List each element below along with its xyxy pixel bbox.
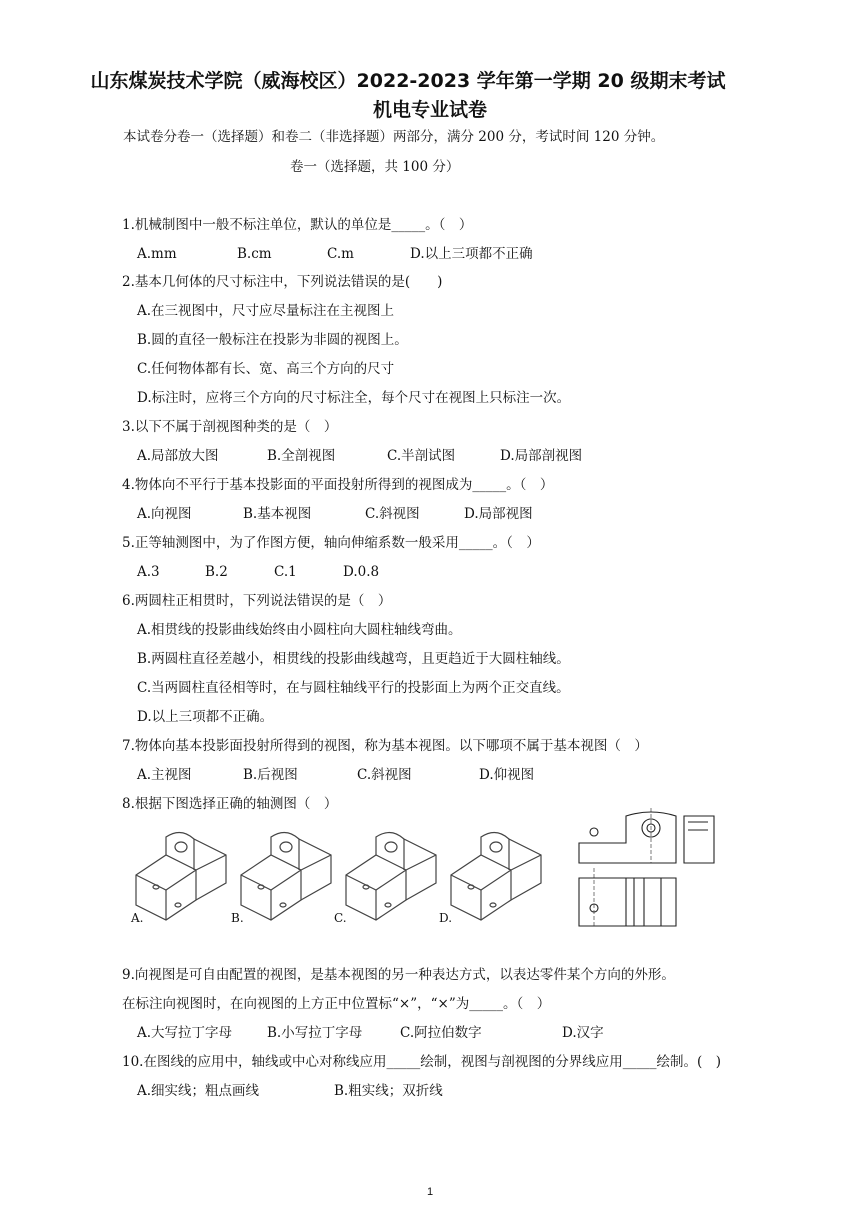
option-b: B.cm — [237, 246, 272, 262]
option-b: B.全剖视图 — [267, 448, 336, 464]
option-d: D.以上三项都不正确 — [410, 246, 533, 262]
option-b-label: B. — [231, 911, 244, 925]
option-b: B.基本视图 — [243, 506, 312, 522]
option-c: C.半剖试图 — [387, 448, 456, 464]
option-a: A.大写拉丁字母 — [137, 1025, 233, 1041]
question-6-stem: 6.两圆柱正相贯时，下列说法错误的是（ ） — [122, 593, 392, 609]
option-b: B.2 — [205, 564, 228, 580]
page-number: 1 — [426, 1186, 434, 1198]
section-heading: 卷一（选择题，共 100 分） — [290, 159, 460, 175]
question-6-option-c: C.当两圆柱直径相等时，在与圆柱轴线平行的投影面上为两个正交直线。 — [137, 680, 570, 696]
option-d: D.0.8 — [343, 564, 380, 580]
option-a: A.向视图 — [137, 506, 192, 522]
question-4-stem: 4.物体向不平行于基本投影面的平面投射所得到的视图成为_____。（ ） — [122, 477, 554, 493]
question-6-option-a: A.相贯线的投影曲线始终由小圆柱向大圆柱轴线弯曲。 — [137, 622, 462, 638]
exam-title-line2: 机电专业试卷 — [372, 99, 487, 121]
option-c: C.1 — [274, 564, 297, 580]
option-a: A.局部放大图 — [137, 448, 219, 464]
option-a-label: A. — [131, 911, 144, 925]
option-a: A.主视图 — [137, 767, 192, 783]
option-a: A.3 — [137, 564, 160, 580]
option-c-label: C. — [334, 911, 347, 925]
option-b: B.小写拉丁字母 — [267, 1025, 363, 1041]
question-2-option-b: B.圆的直径一般标注在投影为非圆的视图上。 — [137, 332, 408, 348]
option-b: B.后视图 — [243, 767, 298, 783]
option-a: A.细实线；粗点画线 — [137, 1083, 260, 1099]
question-2-option-d: D.标注时，应将三个方向的尺寸标注全，每个尺寸在视图上只标注一次。 — [137, 390, 571, 406]
question-7-stem: 7.物体向基本投影面投射所得到的视图，称为基本视图。以下哪项不属于基本视图（ ） — [122, 738, 648, 754]
question-9-stem-continued: 在标注向视图时，在向视图的上方正中位置标“×”，“×”为_____。（ ） — [122, 996, 551, 1012]
option-c: C.斜视图 — [357, 767, 412, 783]
exam-intro: 本试卷分卷一（选择题）和卷二（非选择题）两部分，满分 200 分，考试时间 120 分钟。 — [123, 129, 665, 145]
question-6-option-b: B.两圆柱直径差越小，相贯线的投影曲线越弯，且更趋近于大圆柱轴线。 — [137, 651, 570, 667]
question-9-stem: 9.向视图是可自由配置的视图，是基本视图的另一种表达方式，以表达零件某个方向的外形。 — [122, 967, 675, 983]
option-a: A.mm — [137, 246, 177, 262]
option-c: C.m — [327, 246, 354, 262]
question-3-stem: 3.以下不属于剖视图种类的是（ ） — [122, 419, 338, 435]
question-6-option-d: D.以上三项都不正确。 — [137, 709, 274, 725]
question-2-option-c: C.任何物体都有长、宽、高三个方向的尺寸 — [137, 361, 395, 377]
question-2-option-a: A.在三视图中，尺寸应尽量标注在主视图上 — [137, 303, 395, 319]
option-b: B.粗实线；双折线 — [334, 1083, 443, 1099]
question-5-stem: 5.正等轴测图中，为了作图方便，轴向伸缩系数一般采用_____。（ ） — [122, 535, 540, 551]
question-2-stem: 2.基本几何体的尺寸标注中，下列说法错误的是( ) — [122, 274, 443, 290]
option-d: D.汉字 — [562, 1025, 604, 1041]
option-d-label: D. — [439, 911, 453, 925]
three-view-drawing — [576, 808, 746, 933]
question-1-stem: 1.机械制图中一般不标注单位，默认的单位是_____。（ ） — [122, 217, 473, 233]
option-c: C.阿拉伯数字 — [400, 1025, 482, 1041]
question-8-stem: 8.根据下图选择正确的轴测图（ ） — [122, 796, 338, 812]
option-d: D.局部剖视图 — [500, 448, 583, 464]
exam-title-line1: 山东煤炭技术学院（威海校区）2022-2023 学年第一学期 20 级期末考试 — [90, 70, 726, 92]
question-10-stem: 10.在图线的应用中，轴线或中心对称线应用_____绘制，视图与剖视图的分界线应用_____绘制。( ) — [122, 1054, 722, 1070]
option-d: D.仰视图 — [479, 767, 535, 783]
option-d: D.局部视图 — [464, 506, 533, 522]
option-c: C.斜视图 — [365, 506, 420, 522]
